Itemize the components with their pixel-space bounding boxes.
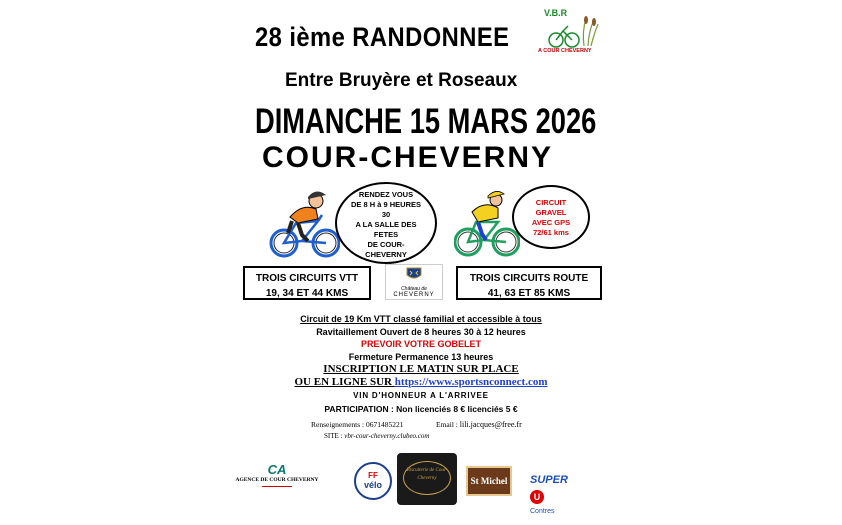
- gravel-line-2: GRAVEL: [535, 208, 567, 217]
- stmichel-logo: [466, 466, 512, 496]
- superu-city: Contres: [530, 508, 555, 515]
- chateau-logo-line-1: Château de: [401, 286, 427, 292]
- event-place: COUR-CHEVERNY: [262, 141, 554, 174]
- info-line-vin-honneur: VIN D'HONNEUR A L'ARRIVEE: [353, 391, 489, 400]
- biscuiterie-logo: [397, 453, 457, 505]
- event-subtitle: Entre Bruyère et Roseaux: [285, 70, 518, 91]
- site-link[interactable]: vbr-cour-cheverny.clubeo.com: [344, 432, 430, 440]
- chateau-logo-line-2: CHEVERNY: [393, 292, 435, 298]
- vtt-circuits-box: [243, 266, 371, 300]
- info-line-vtt-family: Circuit de 19 Km VTT classé familial et accessible à tous: [300, 314, 542, 324]
- info-line-ravitaillement: Ravitaillement Ouvert de 8 heures 30 à 12 heures: [316, 327, 526, 337]
- info-line-gobelet: PREVOIR VOTRE GOBELET: [360, 339, 481, 349]
- chateau-cheverny-logo: [385, 264, 443, 300]
- superu-word: SUPER: [530, 474, 568, 486]
- gravel-line-1: CIRCUIT: [535, 198, 567, 207]
- stmichel-text: St Michel: [470, 476, 508, 486]
- rendezvous-line-4: A LA SALLE DES: [355, 220, 417, 229]
- event-title: 28 ième RANDONNEE: [255, 22, 510, 52]
- ffvelo-logo: [354, 462, 392, 500]
- email-label: Email :: [436, 420, 460, 429]
- route-circuits-box: [456, 266, 602, 300]
- online-label: OU EN LIGNE SUR: [294, 376, 395, 388]
- cyclist-right-illustration: [454, 188, 520, 262]
- email-link[interactable]: lili.jacques@free.fr: [459, 420, 522, 429]
- credit-agricole-brand: CA: [267, 462, 287, 477]
- chateau-crest-icon: [406, 267, 422, 281]
- gravel-bubble: [512, 185, 590, 249]
- contact-phone: Renseignements : 0671485221: [311, 420, 404, 429]
- info-line-online: [0, 376, 842, 388]
- registration-link[interactable]: https://www.sportsnconnect.com: [394, 376, 548, 388]
- site-row: [324, 432, 429, 440]
- info-line-participation: PARTICIPATION : Non licenciés 8 € licenciés 5 €: [324, 404, 518, 414]
- site-label: SITE :: [324, 432, 345, 440]
- credit-agricole-agency: AGENCE DE COUR CHEVERNY: [235, 477, 319, 483]
- superu-u-icon: U: [530, 490, 544, 504]
- rendezvous-line-3: 30: [381, 210, 391, 219]
- gravel-line-3: AVEC GPS: [531, 218, 571, 227]
- route-circuits-distances: 41, 63 ET 85 KMS: [487, 288, 571, 299]
- ffvelo-velo: vélo: [363, 480, 382, 490]
- info-line-fermeture: Fermeture Permanence 13 heures: [348, 352, 494, 362]
- rendezvous-line-7: CHEVERNY: [365, 250, 407, 259]
- biscuiterie-text: Biscuiterie de Cour-Cheverny: [403, 461, 451, 495]
- cyclist-left-illustration: [268, 185, 340, 265]
- rendezvous-line-1: RENDEZ VOUS: [358, 190, 414, 199]
- rendezvous-bubble: [335, 182, 437, 264]
- route-circuits-title: TROIS CIRCUITS ROUTE: [469, 273, 589, 284]
- vbr-club-logo: [538, 8, 600, 56]
- event-date: DIMANCHE 15 MARS 2026: [255, 102, 597, 141]
- ffvelo-ff: FF: [368, 471, 378, 480]
- vbr-logo-top: V.B.R: [544, 8, 568, 18]
- credit-agricole-subline: [262, 486, 292, 487]
- rendezvous-line-5: FETES: [373, 230, 399, 239]
- superu-logo: [530, 470, 580, 515]
- vtt-circuits-distances: 19, 34 ET 44 KMS: [265, 288, 349, 299]
- credit-agricole-logo: [232, 462, 322, 502]
- rendezvous-line-6: DE COUR-: [367, 240, 405, 249]
- contact-email-row: [436, 420, 522, 429]
- info-line-inscription: INSCRIPTION LE MATIN SUR PLACE: [323, 363, 519, 375]
- vbr-logo-bottom: A COUR CHEVERNY: [538, 48, 592, 54]
- rendezvous-line-2: DE 8 H à 9 HEURES: [350, 200, 422, 209]
- gravel-line-4: 72/61 kms: [533, 228, 569, 237]
- vtt-circuits-title: TROIS CIRCUITS VTT: [255, 273, 359, 284]
